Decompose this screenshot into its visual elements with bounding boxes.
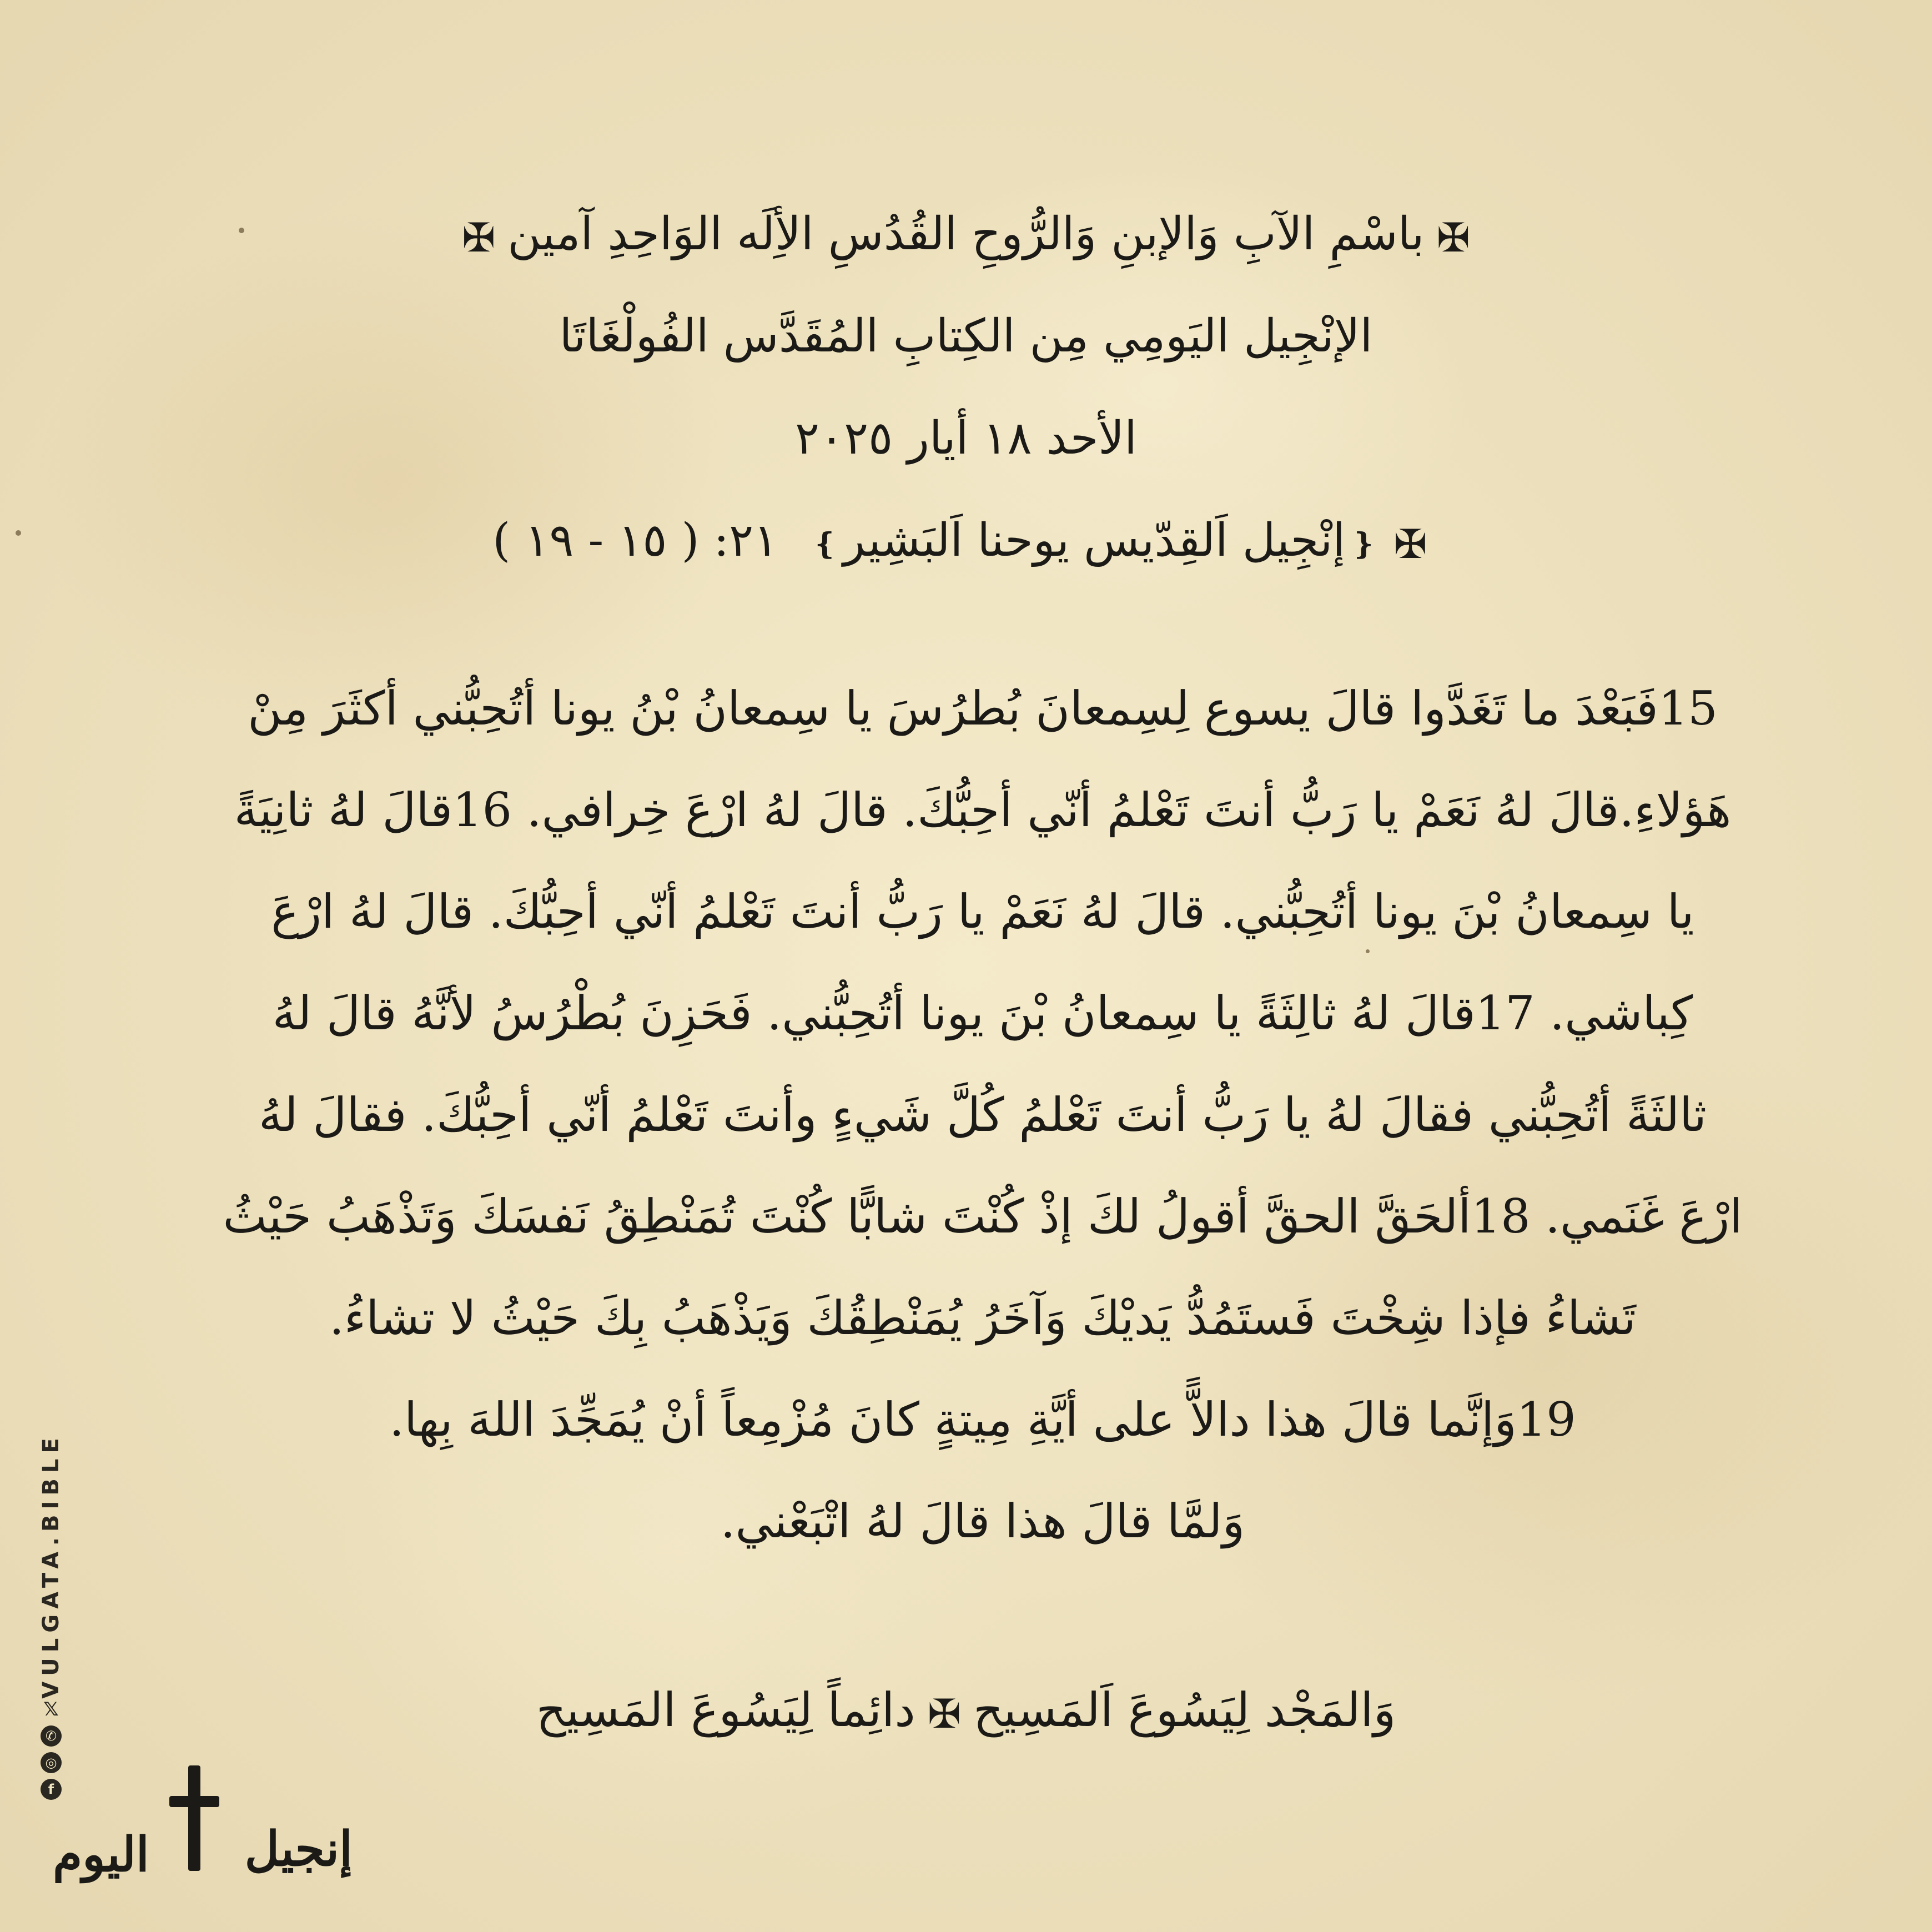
passage-line: ثالثَةً أتُحِبُّني فقالَ لهُ يا رَبُّ أنتَ تَعْلمُ كُلَّ شَيءٍ وأنتَ تَعْلمُ أنّي أحِبُّكَ. فقالَ لهُ [258, 1088, 1707, 1142]
gospel-reference-line [167, 490, 1765, 592]
closing-doxology [167, 1666, 1765, 1758]
logo-cross-icon [169, 1765, 219, 1876]
daily-gospel-title: الإنْجِيل اليَومِي مِن الكِتابِ المُقَدَّس الفُولْغَاتَا [559, 310, 1373, 363]
passage-line: هَؤلاءِ.قالَ لهُ نَعَمْ يا رَبُّ أنتَ تَعْلمُ أنّي أحِبُّكَ. قالَ لهُ ارْعَ خِرافي. 16قالَ لهُ ثانِيَةً [234, 783, 1732, 837]
gospel-passage [183, 658, 1782, 1572]
passage-line: كِباشي. 17قالَ لهُ ثالِثَةً يا سِمعانُ بْنَ يونا أتُحِبُّني. فَحَزِنَ بُطْرُسُ لأنَّهُ قالَ لهُ [272, 986, 1693, 1040]
paper-speck [16, 530, 21, 536]
right-ornament-icon: ❵ [812, 526, 838, 561]
passage-line: يا سِمعانُ بْنَ يونا أتُحِبُّني. قالَ لهُ نَعَمْ يا رَبُّ أنتَ تَعْلمُ أنّي أحِبُّكَ. قالَ لهُ ارْعَ [271, 884, 1694, 939]
brand-handle: VULGATA.BIBLE [38, 1432, 64, 1699]
ornate-cross-icon: ✠ [1436, 214, 1470, 261]
doxology-part-1: وَالمَجْد لِيَسُوعَ اَلمَسِيح [973, 1683, 1396, 1737]
reading-header [167, 183, 1765, 592]
x-icon[interactable]: 𝕏 [43, 1698, 59, 1720]
passage-line: تَشاءُ فإذا شِخْتَ فَستَمُدُّ يَديْكَ وَآخَرُ يُمَنْطِقُكَ وَيَذْهَبُ بِكَ حَيْثُ لا تشاءُ. [329, 1291, 1636, 1345]
logo-word-alyawm: اليوم [53, 1827, 149, 1883]
whatsapp-icon[interactable]: ✆ [41, 1725, 62, 1747]
passage-line: 15فَبَعْدَ ما تَغَدَّوا قالَ يسوع لِسِمعانَ بُطرُسَ يا سِمعانُ بْنُ يونا أتُحِبُّني أكثَرَ مِنْ [248, 681, 1718, 736]
gospel-book: إنْجِيل اَلقِدّيس يوحنا اَلبَشِير [843, 514, 1346, 567]
passage-line: ارْعَ غَنَمي. 18ألحَقَّ الحقَّ أقولُ لكَ إذْ كُنْتَ شابًّا كُنْتَ تُمَنْطِقُ نَفسَكَ وَتَذْهَبُ حَيْثُ [223, 1189, 1743, 1244]
doxology-part-2: دائِماً لِيَسُوعَ المَسِيح [536, 1683, 915, 1737]
brand-sidebar [34, 1432, 68, 1821]
instagram-icon[interactable]: ◎ [41, 1752, 62, 1773]
left-ornament-icon: ❴ [1351, 526, 1376, 561]
gospel-chapter-verses: ٢١: ( ١٥ - ١٩ ) [492, 514, 778, 567]
passage-line: 19وَإنَّما قالَ هذا دالاًّ على أيَّةِ مِيتةٍ كانَ مُزْمِعاً أنْ يُمَجِّدَ اللهَ بِها. [389, 1392, 1576, 1447]
ornate-cross-icon: ✠ [927, 1690, 962, 1737]
invocation-line [167, 183, 1765, 285]
ornate-cross-icon: ✠ [1393, 520, 1427, 567]
invocation-text: باسْمِ الآبِ وَالإبنِ وَالرُّوحِ القُدُسِ الأِلَه الوَاحِدِ آمين [507, 208, 1425, 260]
facebook-icon[interactable]: f [41, 1779, 62, 1800]
reading-date: الأحد ١٨ أيار ٢٠٢٥ [795, 412, 1137, 465]
ornate-cross-icon: ✠ [462, 214, 496, 261]
injil-alyawm-logo [53, 1765, 353, 1899]
passage-line: وَلمَّا قالَ هذا قالَ لهُ اتْبَعْني. [720, 1494, 1245, 1548]
logo-word-injil: إنجيل [244, 1821, 353, 1877]
